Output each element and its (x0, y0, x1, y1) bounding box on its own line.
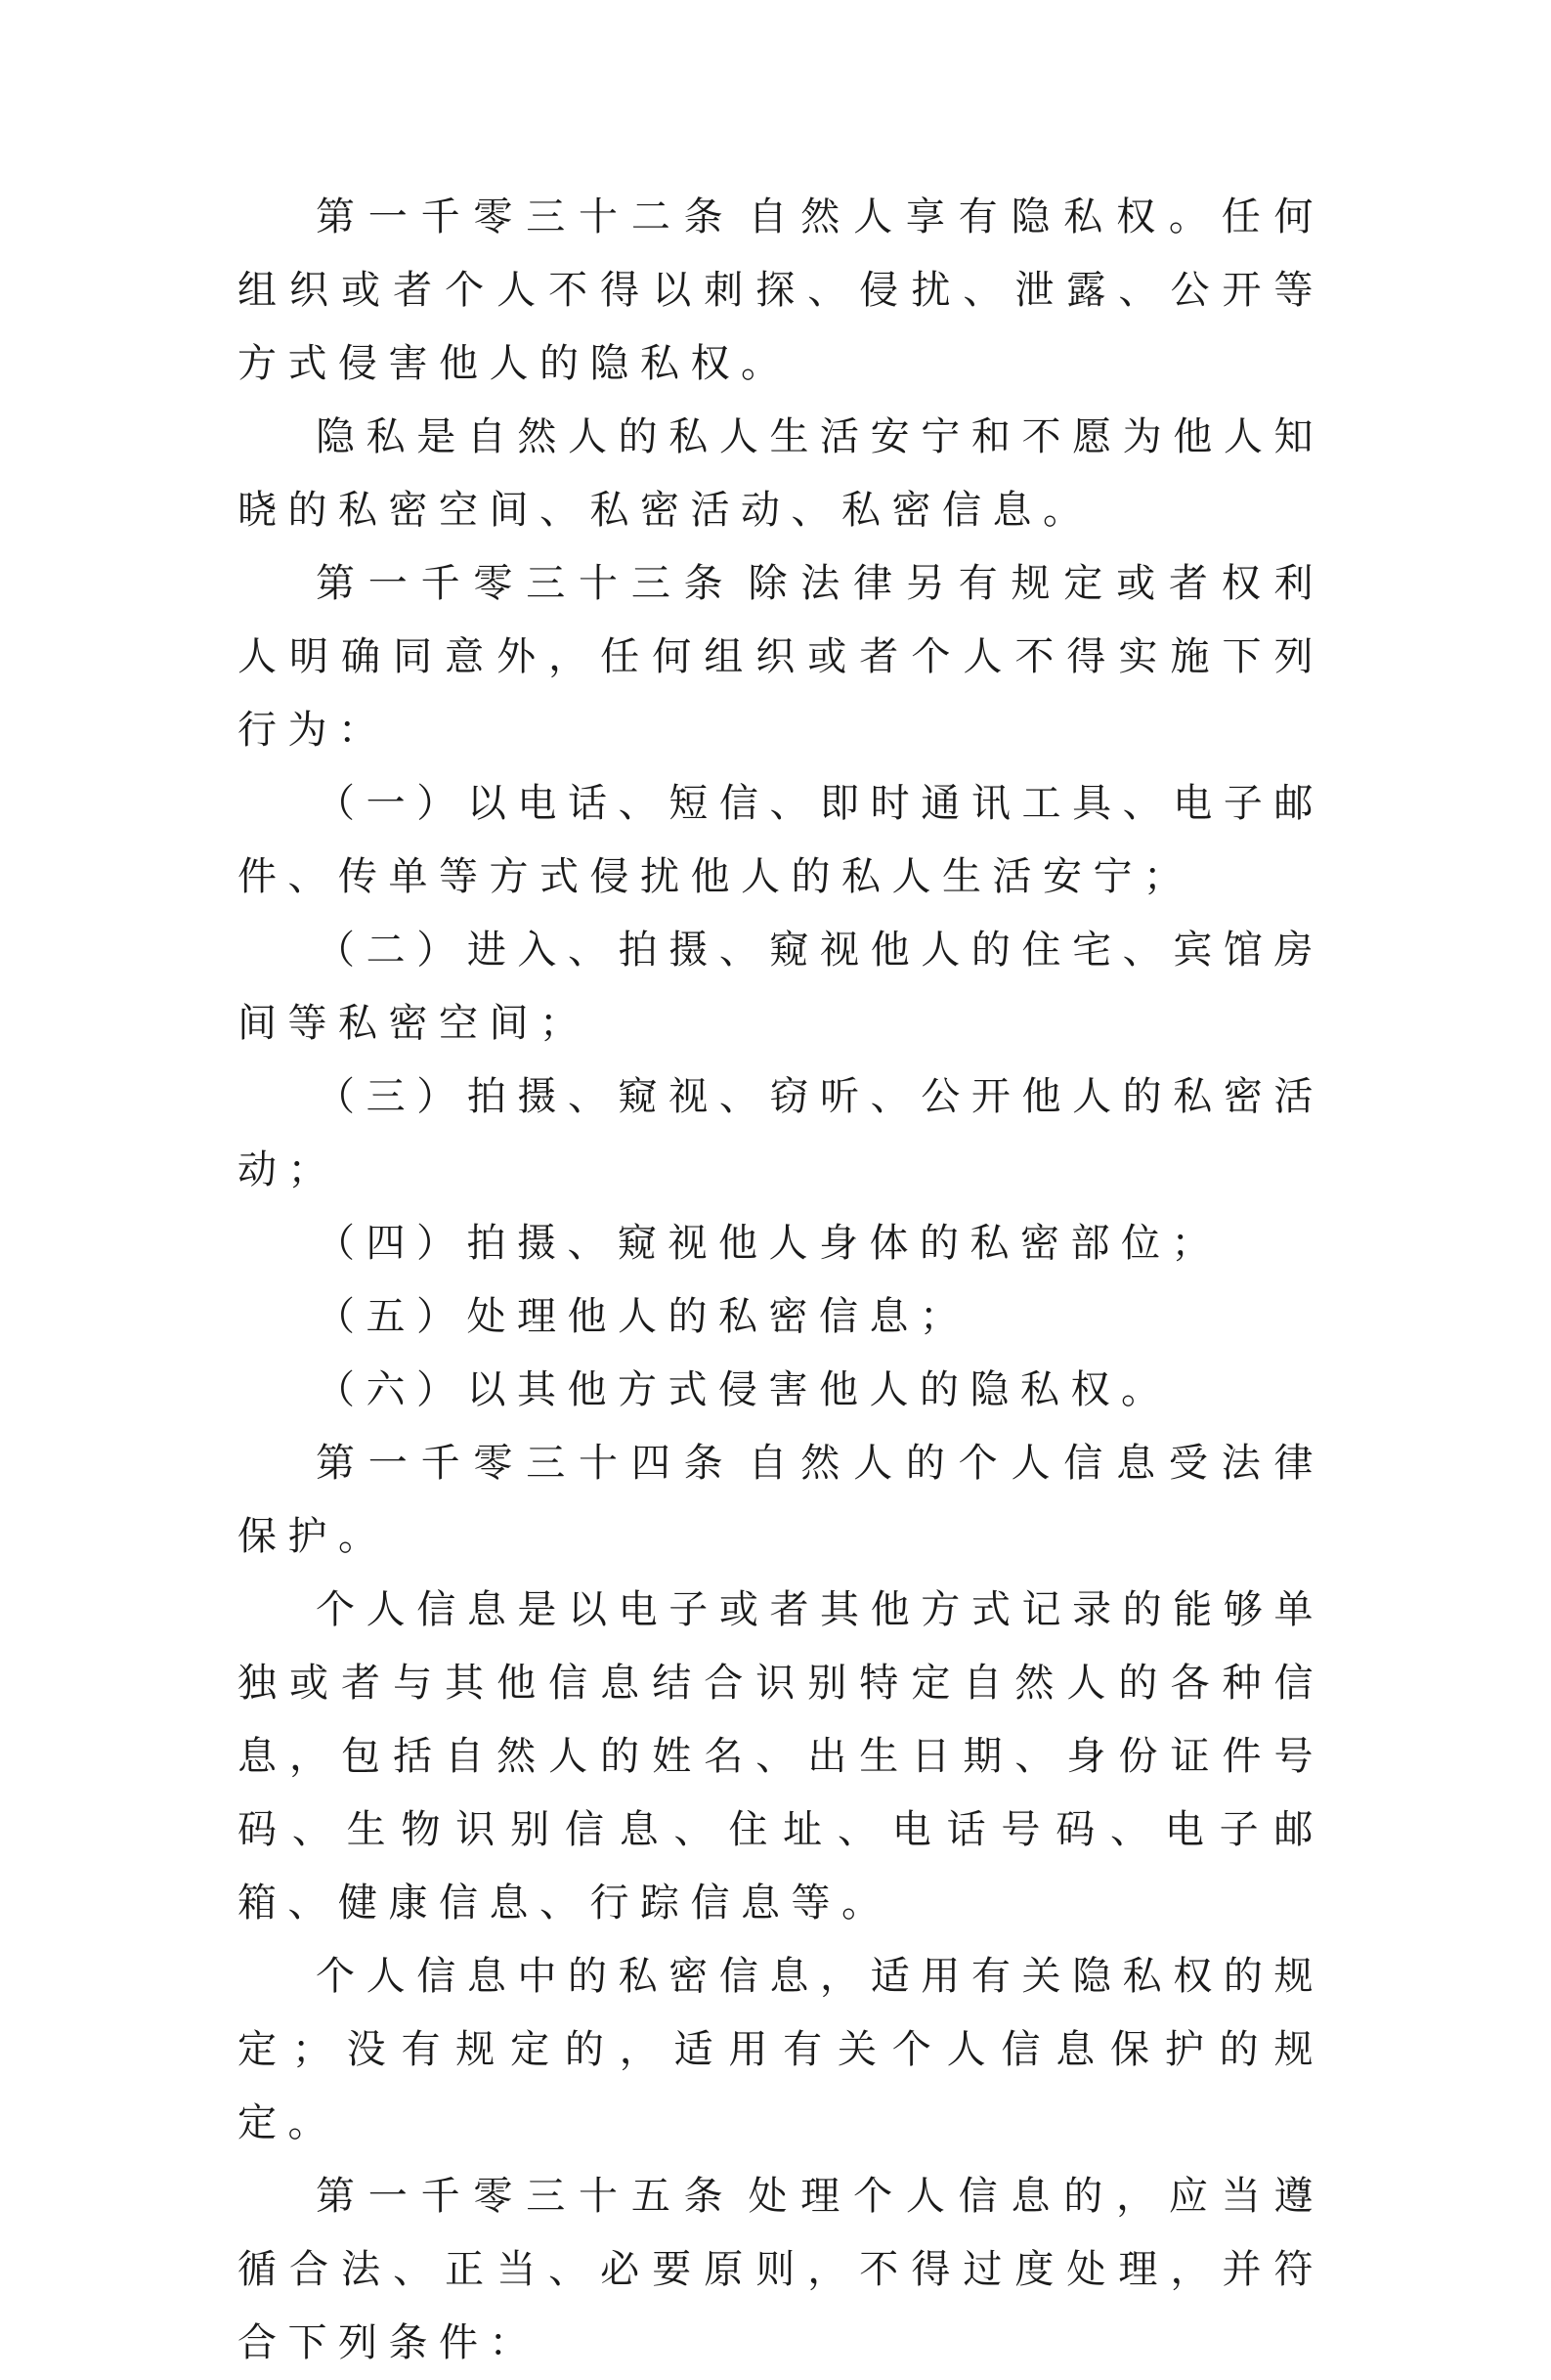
paragraph-text: 自然人的个人信息受法律保护。 (237, 1441, 1325, 1559)
paragraph-text: 处理个人信息的，应当遵循合法、正当、必要原则，不得过度处理，并符合下列条件： (237, 2174, 1325, 2365)
paragraph-text: 个人信息中的私密信息，适用有关隐私权的规定；没有规定的，适用有关个人信息保护的规定。 (237, 1954, 1324, 2145)
paragraph-text: 个人信息是以电子或者其他方式记录的能够单独或者与其他信息结合识别特定自然人的各种信息，包括自然人的姓名、出生日期、身份证件号码、生物识别信息、住址、电话号码、电子邮箱、健康信息、行踪信息等。 (237, 1587, 1324, 1926)
list-item-4 (237, 1207, 1324, 1280)
paragraph-article-1035 (237, 2160, 1324, 2380)
list-item-1 (237, 767, 1324, 914)
paragraph-privacy-definition (237, 401, 1324, 547)
article-number: 第一千零三十四条 (316, 1441, 737, 1486)
paragraph-article-1032 (237, 181, 1324, 401)
paragraph-article-1034 (237, 1427, 1324, 1574)
paragraph-article-1033 (237, 547, 1324, 767)
paragraph-text: （三）拍摄、窥视、窃听、公开他人的私密活动； (237, 1074, 1324, 1192)
paragraph-text: （六）以其他方式侵害他人的隐私权。 (316, 1367, 1172, 1412)
paragraph-text: （四）拍摄、窥视他人身体的私密部位； (316, 1221, 1222, 1266)
paragraph-private-info-rule (237, 1940, 1324, 2160)
list-item-5 (237, 1280, 1324, 1354)
paragraph-text: 自然人享有隐私权。任何组织或者个人不得以刺探、侵扰、泄露、公开等方式侵害他人的隐私权。 (237, 195, 1325, 386)
list-item-3 (237, 1060, 1324, 1207)
document-body (237, 181, 1324, 2380)
paragraph-text: 除法律另有规定或者权利人明确同意外，任何组织或者个人不得实施下列行为： (237, 561, 1325, 753)
article-number: 第一千零三十三条 (316, 561, 737, 606)
article-number: 第一千零三十五条 (316, 2174, 737, 2219)
paragraph-text: （二）进入、拍摄、窥视他人的住宅、宾馆房间等私密空间； (237, 928, 1324, 1046)
list-item-2 (237, 914, 1324, 1060)
paragraph-text: （五）处理他人的私密信息； (316, 1294, 970, 1339)
article-number: 第一千零三十二条 (316, 195, 737, 239)
list-item-6 (237, 1354, 1324, 1427)
paragraph-text: （一）以电话、短信、即时通讯工具、电子邮件、传单等方式侵扰他人的私人生活安宁； (237, 781, 1324, 899)
paragraph-text: 隐私是自然人的私人生活安宁和不愿为他人知晓的私密空间、私密活动、私密信息。 (237, 414, 1324, 533)
paragraph-personal-info-definition (237, 1574, 1324, 1940)
